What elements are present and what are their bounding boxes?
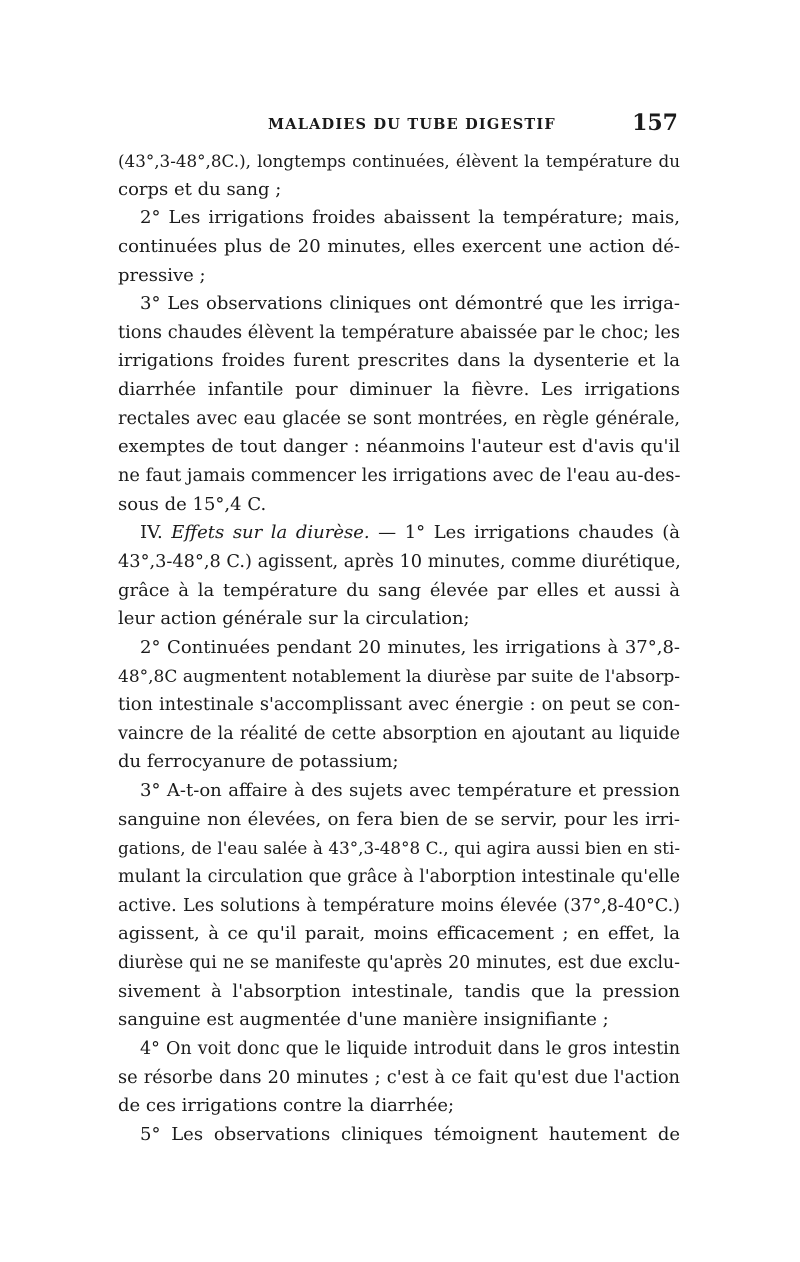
text-line: 2° Les irrigations froides abaissent la température; mais, xyxy=(140,207,680,229)
text-line: diurèse qui ne se manifeste qu'après 20 minutes, est due exclu- xyxy=(118,952,680,973)
text-line: sanguine est augmentée d'une manière insignifiante ; xyxy=(118,1009,609,1031)
text-line: 3° A-t-on affaire à des sujets avec température et pression xyxy=(140,780,680,802)
text-line: du ferrocyanure de potassium; xyxy=(118,751,399,773)
text-line: 48°,8C augmentent notablement la diurèse par suite de l'absorp- xyxy=(118,666,680,687)
text-line: sivement à l'absorption intestinale, tandis que la pression xyxy=(118,980,680,1002)
text-line: 43°,3-48°,8 C.) agissent, après 10 minutes, comme diurétique, xyxy=(118,551,681,572)
text-line: grâce à la température du sang élevée par elles et aussi à xyxy=(118,579,680,601)
text-line: tion intestinale s'accomplissant avec énergie : on peut se con- xyxy=(118,695,680,716)
text-line: pressive ; xyxy=(118,264,206,286)
section-title: Effets sur la diurèse. xyxy=(171,522,370,544)
text-line: agissent, à ce qu'il parait, moins efficacement ; en effet, la xyxy=(118,923,680,945)
text-line: vaincre de la réalité de cette absorption en ajoutant au liquide xyxy=(118,723,680,744)
text-line: continuées plus de 20 minutes, elles exercent une action dé- xyxy=(118,235,680,257)
text-line: diarrhée infantile pour diminuer la fièvre. Les irrigations xyxy=(118,379,680,401)
text-line: 2° Continuées pendant 20 minutes, les irrigations à 37°,8- xyxy=(140,636,680,658)
text-line: 5° Les observations cliniques témoignent hautement de xyxy=(140,1123,680,1145)
text-line: 3° Les observations cliniques ont démontré que les irriga- xyxy=(140,293,680,315)
page-header xyxy=(118,110,680,140)
text-line: sanguine non élevées, on fera bien de se servir, pour les irri- xyxy=(118,808,680,830)
text-line: leur action générale sur la circulation; xyxy=(118,608,470,630)
text-line: active. Les solutions à température moins élevée (37°,8-40°C.) xyxy=(118,895,680,916)
text-line: rectales avec eau glacée se sont montrées, en règle générale, xyxy=(118,408,680,429)
page-number: 157 xyxy=(632,110,678,136)
text-line: mulant la circulation que grâce à l'aborption intestinale qu'elle xyxy=(118,867,680,888)
text-line: sous de 15°,4 C. xyxy=(118,493,267,515)
text-line: se résorbe dans 20 minutes ; c'est à ce fait qu'est due l'action xyxy=(118,1067,680,1088)
text-line: irrigations froides furent prescrites dans la dysenterie et la xyxy=(118,350,680,372)
text-line: (43°,3-48°,8C.), longtemps continuées, élèvent la température du xyxy=(118,151,680,171)
text-line: tions chaudes élèvent la température abaissée par le choc; les xyxy=(118,322,680,343)
text-line: 4° On voit donc que le liquide introduit dans le gros intestin xyxy=(140,1038,680,1059)
section-heading-line xyxy=(118,519,680,548)
text-line: exemptes de tout danger : néanmoins l'auteur est d'avis qu'il xyxy=(118,436,680,458)
running-title: MALADIES DU TUBE DIGESTIF xyxy=(268,116,556,133)
text-line: de ces irrigations contre la diarrhée; xyxy=(118,1095,455,1117)
text-line: ne faut jamais commencer les irrigations avec de l'eau au-des- xyxy=(118,466,681,487)
text-line: corps et du sang ; xyxy=(118,178,282,200)
text-line: gations, de l'eau salée à 43°,3-48°8 C., qui agira aussi bien en sti- xyxy=(118,838,680,859)
section-number: IV. xyxy=(140,522,163,544)
body-text xyxy=(118,147,680,1149)
section-text: — 1° Les irrigations chaudes (à xyxy=(378,522,681,544)
